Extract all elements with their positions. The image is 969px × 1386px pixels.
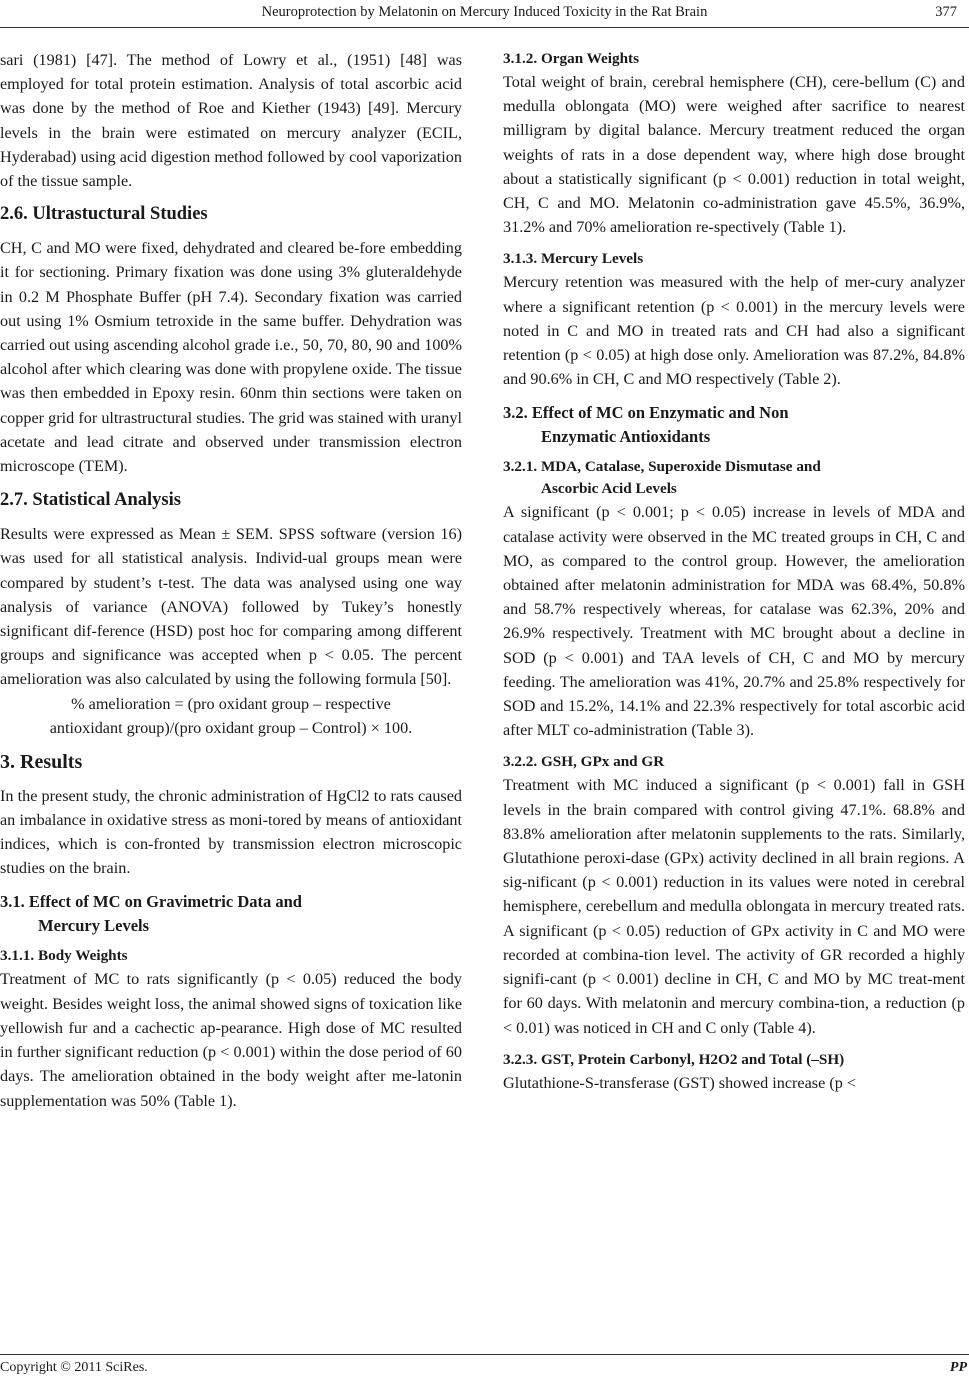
subsubsection-heading-gsh-gpx-gr: 3.2.2. GSH, GPx and GR (503, 753, 665, 771)
left-column (0, 48, 462, 1113)
right-column (503, 48, 965, 1095)
footer-rule (0, 1354, 969, 1355)
gsh-gpx-gr-paragraph: Treatment with MC induced a significant (p < 0.001) fall in GSH levels in the brain compared with control giving 47.1%. 68.8% and 83.8% amelioration after melatonin supplements to the rats. Similarly, Glutathione peroxi-dase (GPx) activity declined in all brain regions. A sig-nificant (p < 0.001) reduction in its values were noted in cerebral hemisphere, cerebellum and medulla oblongata in mercury treated rats. A significant (p < 0.05) reduction of GPx activity in C and MO were recorded at combina-tion level. The activity of GR recorded a highly signifi-cant (p < 0.001) decline in CH, C and MO by MC treat-ment for 60 days. With melatonin and mercury combina-tion, a reduction (p < 0.01) was noticed in CH and C only (Table 4). (503, 776, 965, 1037)
mda-catalase-paragraph: A significant (p < 0.001; p < 0.05) increase in levels of MDA and catalase activity were observed in the MC treated groups in CH, C and MO, as compared to the control group. However, the amelioration obtained after melatonin administration for MDA was 68.4%, 50.8% and 58.7% respectively whereas, for catalase was 62.3%, 20% and 26.9% respectively. Treatment with MC brought about a decline in SOD (p < 0.001) and TAA levels of CH, C and MO by mercury feeding. The amelioration was 41%, 20.7% and 25.8% respectively for SOD and 15.2%, 14.1% and 22.3% respectively for total ascorbic acid after MLT co-administration (Table 3). (503, 503, 965, 740)
subsection-heading-3-2-line-2: Enzymatic Antioxidants (541, 427, 711, 447)
running-title: Neuroprotection by Melatonin on Mercury Induced Toxicity in the Rat Brain (261, 4, 708, 20)
gst-paragraph: Glutathione-S-transferase (GST) showed increase (p < (503, 1073, 856, 1092)
section-heading-results: 3. Results (0, 750, 83, 773)
statistical-paragraph: Results were expressed as Mean ± SEM. SPSS software (version 16) was used for all statistical analysis. Individ-ual groups mean were compared by student’s t-test. The data was analysed using one way analysis of variance (ANOVA) followed by Tukey’s honestly significant dif-ference (HSD) post hoc for comparing among different groups and significance was accepted when p < 0.05. The percent amelioration was also calculated by using the following formula [50]. (0, 525, 462, 689)
mercury-levels-paragraph: Mercury retention was measured with the help of mer-cury analyzer where a significant retention (p < 0.001) in the mercury levels were noted in C and MO in treated rats and CH had also a significant retention (p < 0.05) at high dose only. Amelioration was 87.2%, 84.8% and 90.6% in CH, C and MO respectively (Table 2). (503, 273, 965, 389)
methods-continuation-paragraph: sari (1981) [47]. The method of Lowry et al., (1951) [48] was employed for total protein estimation. Analysis of total ascorbic acid was done by the method of Roe and Kiether (1943) [49]. Mercury levels in the brain were estimated on mercury analyzer (ECIL, Hyderabad) using acid digestion method followed by cool vaporization of the tissue sample. (0, 51, 462, 191)
formula-line-2: antioxidant group)/(pro oxidant group – Control) × 100. (49, 718, 413, 737)
subsubsection-heading-3-2-1-line-1: 3.2.1. MDA, Catalase, Superoxide Dismutase and (503, 458, 821, 476)
subsubsection-heading-body-weights: 3.1.1. Body Weights (0, 947, 128, 965)
section-heading-statistical: 2.7. Statistical Analysis (0, 490, 181, 511)
copyright-notice: Copyright © 2011 SciRes. (0, 1360, 148, 1375)
section-heading-ultrastructural: 2.6. Ultrastuctural Studies (0, 204, 208, 225)
formula-line-1: % amelioration = (pro oxidant group – respective (71, 694, 391, 713)
subsection-heading-3-1-line-2: Mercury Levels (38, 916, 150, 936)
journal-abbreviation: PP (949, 1360, 967, 1375)
subsubsection-heading-3-2-1-line-2: Ascorbic Acid Levels (541, 480, 677, 498)
body-weights-paragraph: Treatment of MC to rats significantly (p < 0.05) reduced the body weight. Besides weight loss, the animal showed signs of toxication like yellowish fur and a cachectic ap-pearance. High dose of MC resulted in further significant reduction (p < 0.001) within the dose period of 60 days. The amelioration obtained in the body weight after me-latonin supplementation was 50% (Table 1). (0, 970, 462, 1110)
subsection-heading-3-1-line-1: 3.1. Effect of MC on Gravimetric Data and (0, 892, 302, 912)
subsubsection-heading-mercury-levels: 3.1.3. Mercury Levels (503, 250, 644, 268)
page-footer (0, 1360, 969, 1386)
organ-weights-paragraph: Total weight of brain, cerebral hemisphere (CH), cere-bellum (C) and medulla oblongata (MO) were weighed after sacrifice to nearest milligram by digital balance. Mercury treatment reduced the organ weights of rats in a dose dependent way, where high dose brought about a statistically significant (p < 0.001) reduction in total weight, CH, C and MO. Melatonin co-administration gave 45.5%, 36.9%, 31.2% and 70% amelioration re-spectively (Table 1). (503, 73, 965, 237)
page-number: 377 (935, 4, 957, 20)
page-header (0, 0, 969, 28)
subsubsection-heading-organ-weights: 3.1.2. Organ Weights (503, 50, 639, 67)
header-rule (0, 27, 969, 28)
ultrastructural-paragraph: CH, C and MO were fixed, dehydrated and cleared be-fore embedding it for sectioning. Primary fixation was done using 3% gluteraldehyde in 0.2 M Phosphate Buffer (pH 7.4). Secondary fixation was carried out using 1% Osmium tetroxide in the same buffer. Dehydration was carried out using ascending alcohol grade i.e., 50, 70, 80, 90 and 100% alcohol after which clearing was done with propylene oxide. The tissue was then embedded in Epoxy resin. 60nm thin sections were taken on copper grid for ultrastructural studies. The grid was stained with uranyl acetate and lead citrate and observed under transmission electron microscope (TEM). (0, 239, 462, 476)
subsection-heading-3-2-line-1: 3.2. Effect of MC on Enzymatic and Non (503, 403, 789, 423)
subsubsection-heading-gst: 3.2.3. GST, Protein Carbonyl, H2O2 and Total (–SH) (503, 1050, 845, 1068)
results-intro-paragraph: In the present study, the chronic administration of HgCl2 to rats caused an imbalance in oxidative stress as moni-tored by means of antioxidant indices, which is con-fronted by transmission electron microscopic studies on the brain. (0, 786, 462, 878)
